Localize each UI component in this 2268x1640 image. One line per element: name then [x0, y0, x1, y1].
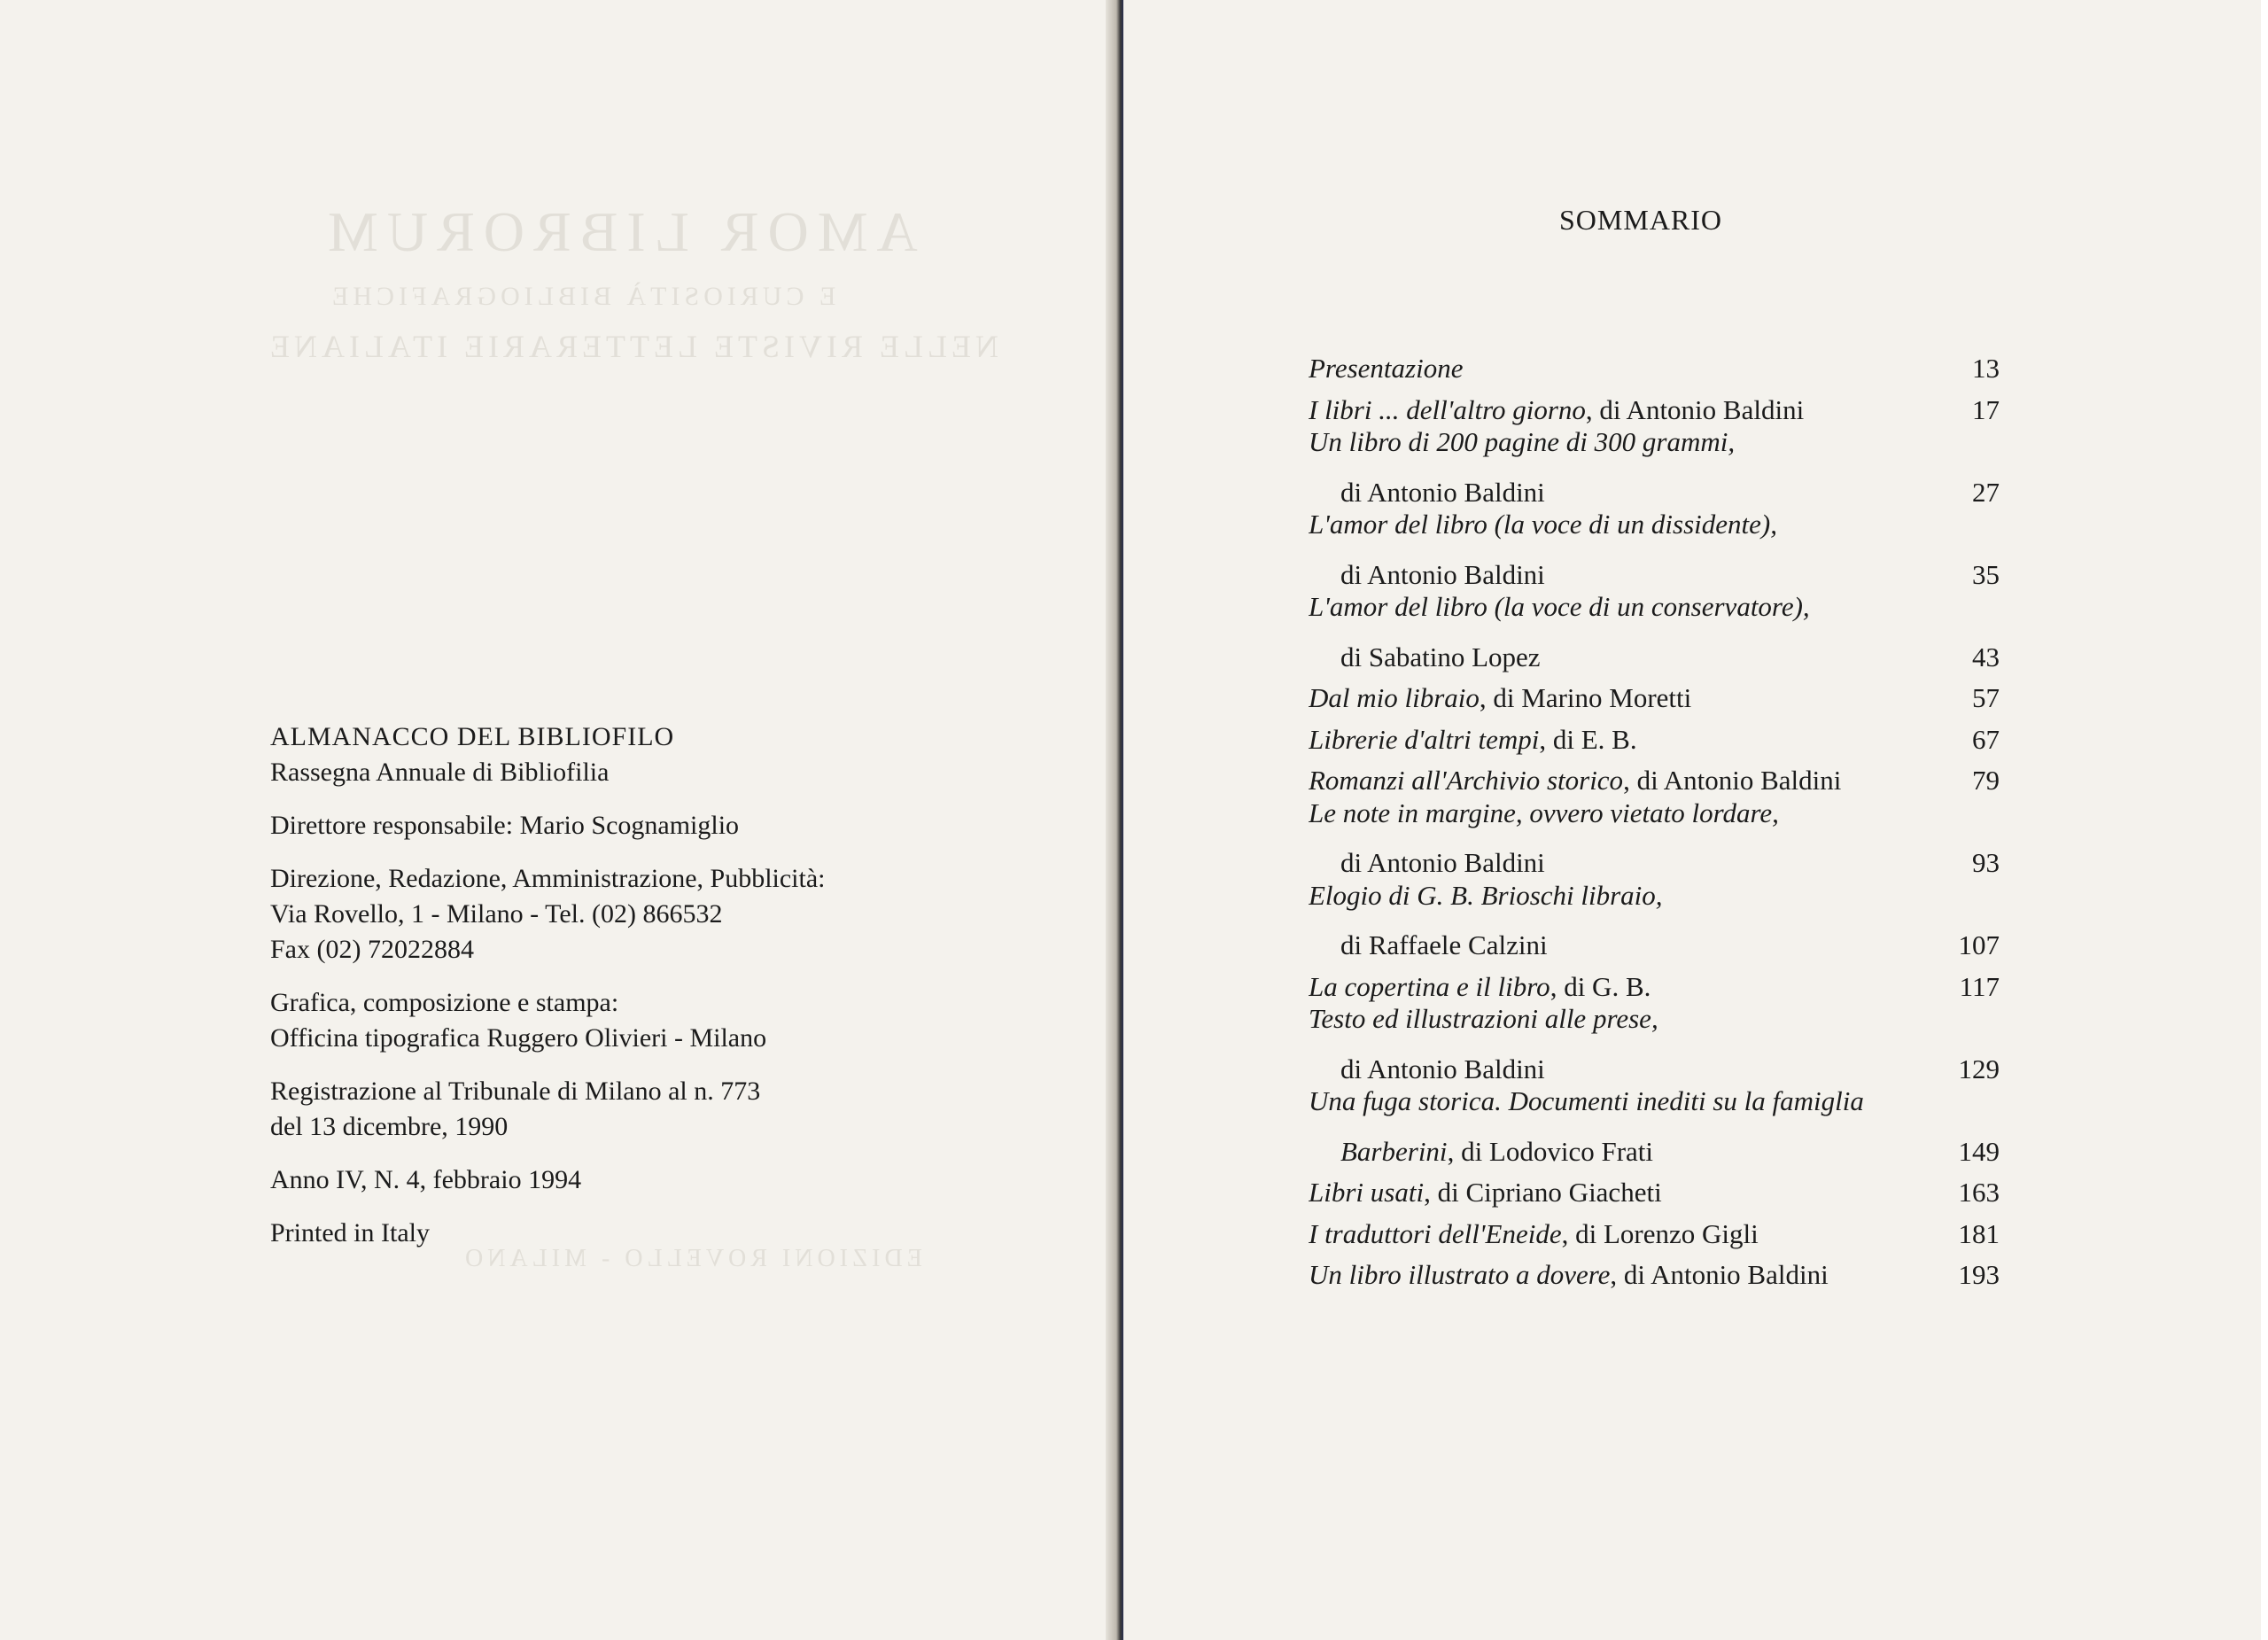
toc-page-number: 129 [1958, 1053, 2000, 1084]
toc-entry [1309, 381, 2000, 423]
toc-page-number: 181 [1958, 1217, 2000, 1249]
show-through-subtitle: E CURIOSITÀ BIBLIOGRAFICHE [328, 282, 836, 311]
toc-author: di Antonio Baldini [1340, 476, 1545, 508]
toc-row [1309, 1040, 2000, 1082]
show-through-title: AMOR LIBRORUM [319, 200, 918, 263]
toc-text [1309, 504, 1946, 546]
fax-line: Fax (02) 72022884 [270, 935, 474, 964]
toc-author: , di G. B. [1550, 970, 1651, 1002]
toc-page-number: 27 [1972, 476, 2000, 508]
registration-date-line: del 13 dicembre, 1990 [270, 1112, 509, 1141]
toc-author: di Antonio Baldini [1340, 847, 1545, 878]
toc-page-number: 93 [1972, 847, 2000, 878]
toc-entry [1309, 504, 2000, 590]
toc-row [1309, 1205, 2000, 1247]
toc-title: Una fuga storica. Documenti inediti su la famiglia [1309, 1085, 1864, 1116]
toc-author: , di E. B. [1539, 723, 1637, 755]
printer-line: Officina tipografica Ruggero Olivieri - Milano [270, 1023, 767, 1053]
toc-page-number: 79 [1972, 765, 2000, 796]
toc-author: , di Antonio Baldini [1623, 765, 1842, 796]
toc-page-number: 35 [1972, 558, 2000, 590]
toc-row [1309, 381, 2000, 423]
toc-page-number: 163 [1958, 1177, 2000, 1208]
toc-entry [1309, 1246, 2000, 1290]
toc-author: , di Antonio Baldini [1585, 393, 1805, 425]
toc-row [1309, 546, 2000, 590]
toc-page-number: 67 [1972, 723, 2000, 755]
printer-block [270, 985, 944, 1056]
toc-entry [1309, 587, 2000, 672]
toc-page-spacer [1946, 525, 2000, 533]
toc-title: Dal mio libraio [1309, 682, 1480, 713]
toc-page-number: 149 [1958, 1135, 2000, 1167]
toc-entry [1309, 751, 2000, 796]
page-edge [2261, 0, 2268, 1640]
toc-row [1309, 793, 2000, 835]
toc-entry [1309, 669, 2000, 711]
toc-text [1309, 1255, 1946, 1296]
toc-text [1309, 1081, 1946, 1123]
toc-title: Le note in margine, ovvero vietato lordare, [1309, 797, 1779, 828]
toc-row [1309, 339, 2000, 384]
toc-row [1309, 958, 2000, 1002]
colophon-heading-block [270, 719, 944, 790]
toc-title-continued: Barberini [1340, 1135, 1448, 1167]
toc-page-number: 107 [1958, 929, 2000, 960]
toc-page-spacer [1946, 607, 2000, 616]
toc-text [1309, 793, 1946, 835]
toc-text [1309, 999, 1946, 1040]
toc-row [1309, 751, 2000, 796]
toc-author: di Antonio Baldini [1340, 1053, 1545, 1084]
toc-row [1309, 1246, 2000, 1290]
toc-row [1309, 1163, 2000, 1208]
issue-line: Anno IV, N. 4, febbraio 1994 [270, 1165, 582, 1194]
toc-title: Elogio di G. B. Brioschi libraio, [1309, 879, 1663, 911]
colophon [270, 719, 944, 1269]
toc-entry [1309, 999, 2000, 1084]
toc-page-spacer [1946, 1101, 2000, 1110]
toc-author: , di Antonio Baldini [1610, 1259, 1829, 1290]
registration-block [270, 1074, 944, 1145]
toc-page-number: 43 [1972, 641, 2000, 672]
toc-page-number: 17 [1972, 393, 2000, 425]
toc-title: L'amor del libro (la voce di un dissidente), [1309, 509, 1777, 540]
toc-row [1309, 628, 2000, 670]
toc-title: Romanzi all'Archivio storico [1309, 765, 1624, 796]
toc-entry [1309, 422, 2000, 508]
toc-entry [1309, 711, 2000, 755]
toc-title: La copertina e il libro [1309, 970, 1550, 1002]
toc-author: di Sabatino Lopez [1340, 641, 1541, 672]
toc-author: , di Lodovico Frati [1447, 1135, 1654, 1167]
toc-row [1309, 1123, 2000, 1167]
toc-page-number: 193 [1958, 1259, 2000, 1290]
director-block [270, 808, 944, 843]
direction-label: Direzione, Redazione, Amministrazione, Pubblicità: [270, 864, 826, 893]
issue-block [270, 1162, 944, 1198]
registration-line: Registrazione al Tribunale di Milano al n. 773 [270, 1076, 761, 1106]
toc-text [1309, 875, 1946, 917]
toc-row [1309, 1081, 2000, 1123]
toc-row [1309, 669, 2000, 711]
toc-page-spacer [1946, 896, 2000, 905]
almanac-subtitle: Rassegna Annuale di Bibliofilia [270, 758, 610, 787]
show-through-subtitle-2: NELLE RIVISTE LETTERARIE ITALIANE [266, 329, 998, 364]
toc-title: Librerie d'altri tempi [1309, 723, 1540, 755]
toc-row [1309, 422, 2000, 463]
toc-title: Testo ed illustrazioni alle prese, [1309, 1003, 1658, 1034]
toc-title: Libri usati [1309, 1177, 1425, 1208]
toc-page-number: 117 [1959, 970, 2000, 1002]
toc-entry [1309, 1163, 2000, 1208]
almanac-title: ALMANACCO DEL BIBLIOFILO [270, 722, 675, 751]
toc-entry [1309, 1205, 2000, 1247]
toc-row [1309, 916, 2000, 958]
toc-entry [1309, 339, 2000, 384]
left-page [0, 0, 1115, 1640]
contents-heading: SOMMARIO [1559, 204, 1723, 236]
toc-page-number: 57 [1972, 682, 2000, 713]
toc-title: Un libro illustrato a dovere [1309, 1259, 1611, 1290]
toc-text [1309, 587, 1946, 628]
toc-row [1309, 711, 2000, 755]
toc-title: I libri ... dell'altro giorno [1309, 393, 1586, 425]
toc-page-spacer [1946, 442, 2000, 451]
toc-author: di Antonio Baldini [1340, 558, 1545, 590]
toc-entry [1309, 875, 2000, 958]
toc-page-spacer [1946, 813, 2000, 822]
toc-author: , di Marino Moretti [1479, 682, 1692, 713]
toc-row [1309, 463, 2000, 508]
toc-entry [1309, 958, 2000, 1002]
printed-block [270, 1216, 944, 1251]
table-of-contents [1309, 339, 2000, 1290]
toc-page-number: 13 [1972, 353, 2000, 384]
toc-row [1309, 587, 2000, 628]
toc-row [1309, 999, 2000, 1040]
toc-entry [1309, 793, 2000, 878]
toc-row [1309, 834, 2000, 878]
toc-title: Presentazione [1309, 353, 1464, 384]
address-block [270, 861, 944, 968]
toc-page-spacer [1946, 1019, 2000, 1028]
toc-author: , di Lorenzo Gigli [1561, 1217, 1759, 1249]
print-label: Grafica, composizione e stampa: [270, 988, 619, 1017]
toc-author: , di Cipriano Giacheti [1424, 1177, 1662, 1208]
toc-text [1309, 422, 1946, 463]
printed-in-line: Printed in Italy [270, 1218, 430, 1247]
toc-title: Un libro di 200 pagine di 300 grammi, [1309, 426, 1736, 457]
toc-row [1309, 504, 2000, 546]
toc-row [1309, 875, 2000, 917]
director-line: Direttore responsabile: Mario Scognamiglio [270, 811, 740, 840]
address-line: Via Rovello, 1 - Milano - Tel. (02) 866532 [270, 899, 723, 929]
toc-title: I traduttori dell'Eneide [1309, 1217, 1562, 1249]
toc-author: di Raffaele Calzini [1340, 929, 1548, 960]
show-through-publisher: EDIZIONI ROVELLO - MILANO [461, 1245, 922, 1272]
toc-entry [1309, 1081, 2000, 1167]
toc-title: L'amor del libro (la voce di un conservatore), [1309, 591, 1810, 622]
